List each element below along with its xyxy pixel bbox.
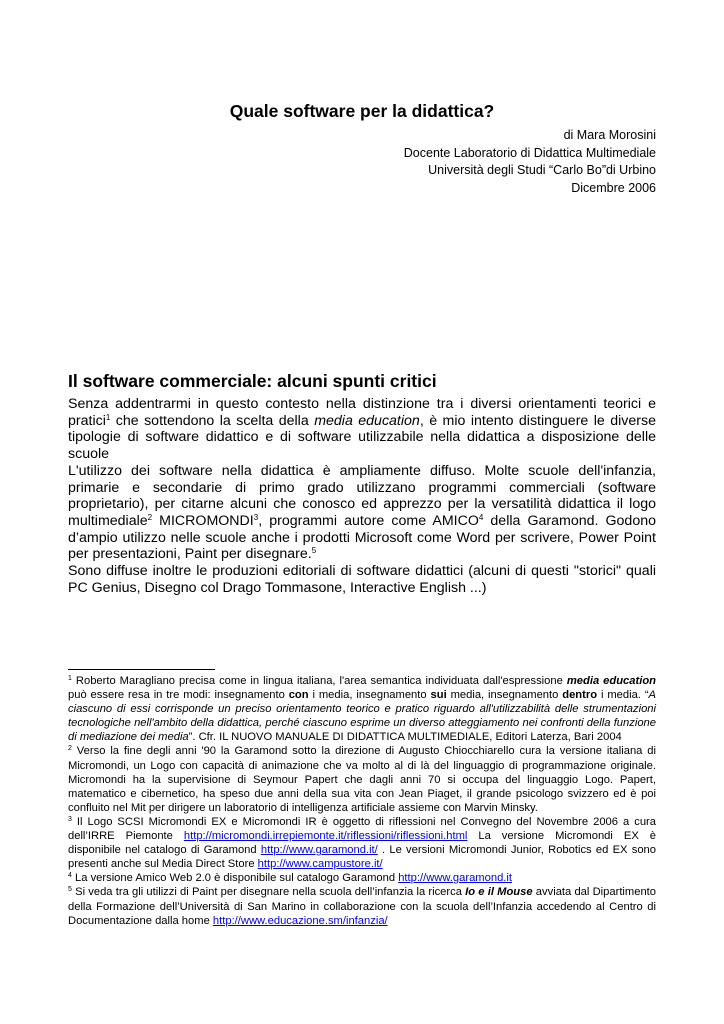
footnote-2: $^2$ Verso la fine degli anni '90 la Garamond sotto la direzione di Augusto Chiocchiarello cura la versione italiana di Micromondi, un Logo con capacità di animazione che va molto al di là del linguaggio di programmazione originale. Micromondi ha la supervisione di Seymour Papert che dagli anni 70 si occupa del linguaggio Logo. Papert, matematico e cibernetico, ha speso due anni della sua vita con Jean Piaget, il grande psicologo svizzero ed è poi confluito nel Mit per dirigere un laboratorio di intelligenza artificiale assieme con Marvin Minsky. — [68, 745, 656, 814]
author-name: di Mara Morosini — [563, 128, 656, 142]
footnote-4: $^4$ La versione Amico Web 2.0 è disponibile sul catalogo Garamond http://www.garamond.it — [68, 872, 512, 885]
body-paragraph-1: Senza addentrarmi in questo contesto nella distinzione tra i diversi orientamenti teorici e pratici$^1$ che sottendono la scelta della media education, è mio intento distinguere le diverse tipologie di software didattico e di software utilizzabile nella didattica a disposizione delle scuole — [68, 396, 656, 463]
body-text — [68, 396, 656, 596]
section-title: Il software commerciale: alcuni spunti critici — [68, 371, 437, 391]
body-paragraph-2: L'utilizzo dei software nella didattica è ampliamente diffuso. Molte scuole dell'infanzia, primarie e secondarie di primo grado utilizzano programmi commerciali (software proprietario), per citarne alcuni che conosco ed apprezzo per la versatilità didattica il logo multimediale$^2$ MICROMONDI$^3$, programmi autore come AMICO$^4$ della Garamond. Godono d’ampio utilizzo nelle scuole anche i prodotti Microsoft come Word per scrivere, Power Point per presentazioni, Paint per disegnare.$^5$ — [68, 462, 656, 563]
author-role: Docente Laboratorio di Didattica Multimediale — [403, 145, 656, 160]
body-paragraph-3: Sono diffuse inoltre le produzioni editoriali di software didattici (alcuni di questi "storici" quali PC Genius, Disegno col Drago Tommasone, Interactive English ...) — [68, 563, 656, 596]
footnote-5: $^5$ Si veda tra gli utilizzi di Paint per disegnare nella scuola dell’infanzia la ricerca Io e il Mouse avviata dal Dipartimento della Formazione dell’Università di San Marino in collaborazione con la scuola dell’Infanzia accedendo al Centro di Documentazione dalla home http://www.educazione.sm/infanzia/ — [68, 886, 657, 927]
garamond-link[interactable]: http://www.garamond.it/ — [260, 844, 378, 857]
footnote-ref-4[interactable]: 4 — [478, 512, 484, 522]
educazione-sm-link[interactable]: http://www.educazione.sm/infanzia/ — [212, 914, 388, 927]
footnote-ref-1[interactable]: 1 — [105, 412, 111, 422]
footnote-1: $^1$ Roberto Maragliano precisa come in lingua italiana, l'area semantica individuata dall'espressione media education può essere resa in tre modi: insegnamento con i media, insegnamento sui media, insegnamento dentro i media. “A ciascuno di essi corrisponde un preciso orientamento teorico e pratico riguardo all'utilizzabilità delle strumentazioni tecnologiche nell'ambito della didattica, perché ciascuno esprime un diverso atteggiamento nei confronti della funzione di mediazione dei media”. Cfr. IL NUOVO MANUALE DI DIDATTICA MULTIMEDIALE, Editori Laterza, Bari 2004 — [68, 675, 657, 744]
author-block — [404, 127, 656, 197]
garamond-catalog-link[interactable]: http://www.garamond.it — [398, 872, 512, 885]
author-university: Università degli Studi “Carlo Bo”di Urbino — [428, 163, 656, 178]
footnote-separator — [68, 669, 215, 670]
campustore-link[interactable]: http://www.campustore.it/ — [257, 858, 383, 871]
footnote-3: $^3$ Il Logo SCSI Micromondi EX e Micromondi IR è oggetto di riflessioni nel Convegno del Novembre 2006 a cura dell’IRRE Piemonte http://micromondi.irrepiemonte.it/riflessioni/riflessioni.html La versione Micromondi EX è disponibile nel catalogo di Garamond http://www.garamond.it/ . Le versioni Micromondi Junior, Robotics ed EX sono presenti anche sul Media Direct Store http://www.campustore.it/ — [68, 815, 657, 871]
micromondi-irre-link[interactable]: http://micromondi.irrepiemonte.it/riflessioni/riflessioni.html — [183, 830, 468, 843]
footnotes — [68, 674, 656, 928]
document-date: Dicembre 2006 — [571, 180, 656, 195]
footnote-ref-2[interactable]: 2 — [147, 512, 153, 522]
footnote-ref-5[interactable]: 5 — [311, 546, 317, 556]
footnote-ref-3[interactable]: 3 — [253, 512, 259, 522]
document-title: Quale software per la didattica? — [229, 101, 495, 121]
